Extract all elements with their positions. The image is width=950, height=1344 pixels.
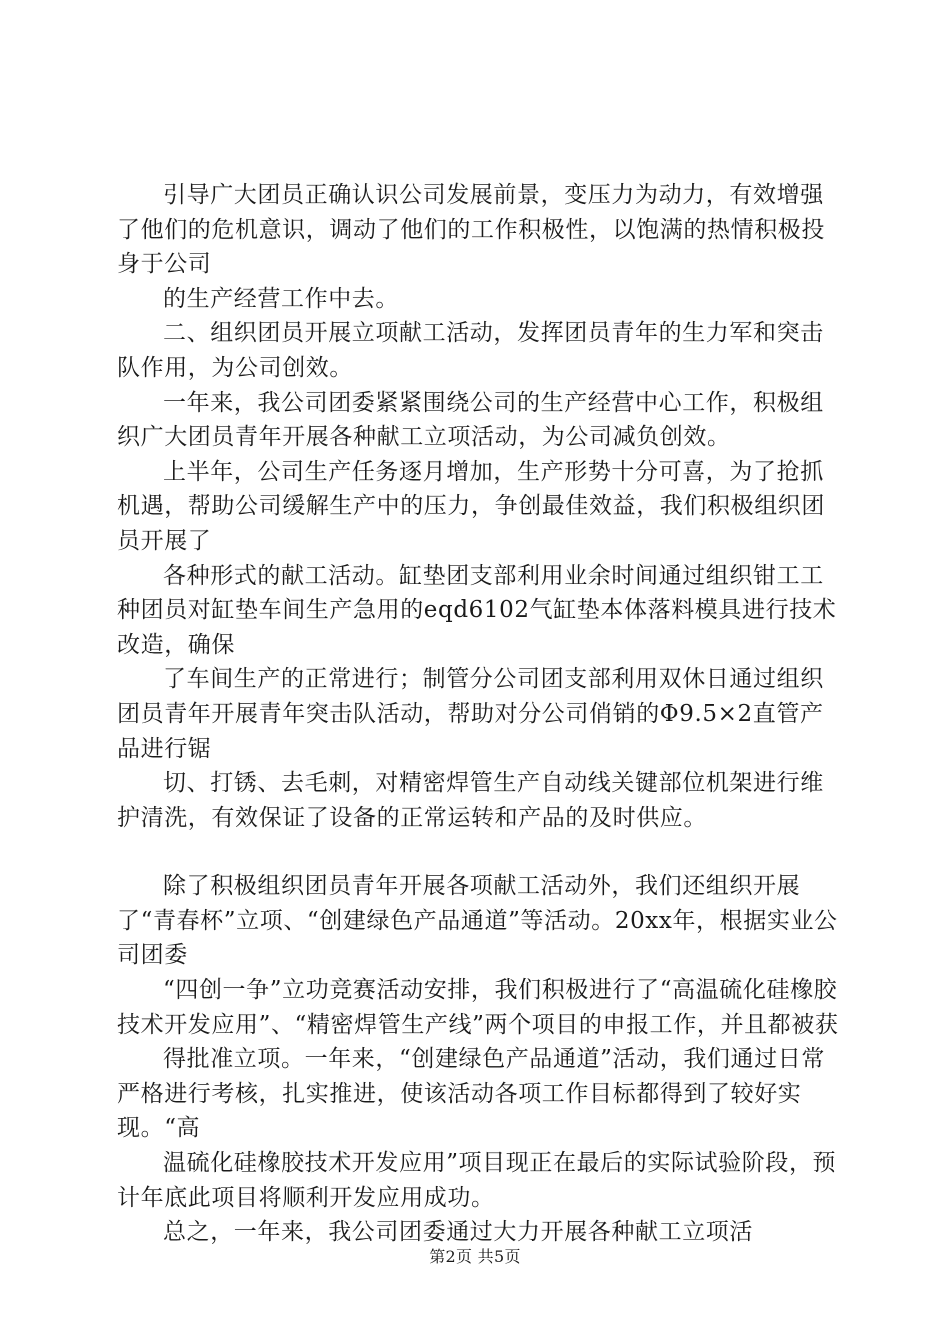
paragraph: 总之，一年来，我公司团委通过大力开展各种献工立项活 — [163, 1219, 753, 1246]
paragraph: 得批准立项。一年来，“创建绿色产品通道”活动，我们通过日常严格进行考核，扎实推进，使该活动各项工作目标都得到了较好实现。“高 — [117, 1046, 825, 1142]
paragraph: 的生产经营工作中去。 — [163, 285, 399, 312]
paragraph: 温硫化硅橡胶技术开发应用”项目现正在最后的实际试验阶段，预计年底此项目将顺利开发应用成功。 — [117, 1150, 837, 1211]
page-footer: 第2页 共5页 — [429, 1247, 521, 1266]
paragraph: 引导广大团员正确认识公司发展前景，变压力为动力，有效增强了他们的危机意识，调动了他们的工作积极性，以饱满的热情积极投身于公司 — [117, 182, 825, 278]
paragraph: 了车间生产的正常进行；制管分公司团支部利用双休日通过组织团员青年开展青年突击队活动，帮助对分公司俏销的Φ9.5×2直管产品进行锯 — [117, 666, 824, 762]
paragraph: 一年来，我公司团委紧紧围绕公司的生产经营中心工作，积极组织广大团员青年开展各种献工立项活动，为公司减负创效。 — [117, 389, 824, 451]
paragraph: 上半年，公司生产任务逐月增加，生产形势十分可喜，为了抢抓机遇，帮助公司缓解生产中的压力，争创最佳效益，我们积极组织团员开展了 — [117, 458, 825, 554]
document-body — [117, 178, 847, 1250]
paragraph: 切、打锈、去毛刺，对精密焊管生产自动线关键部位机架进行维护清洗，有效保证了设备的正常运转和产品的及时供应。 — [117, 770, 824, 831]
paragraph: “四创一争”立功竞赛活动安排，我们积极进行了“高温硫化硅橡胶技术开发应用”、“精密焊管生产线”两个项目的申报工作，并且都被获 — [117, 977, 839, 1038]
paragraph: 二、组织团员开展立项献工活动，发挥团员青年的生力军和突击队作用，为公司创效。 — [117, 320, 824, 381]
paragraph: 各种形式的献工活动。缸垫团支部利用业余时间通过组织钳工工种团员对缸垫车间生产急用的eqd6102气缸垫本体落料模具进行技术改造，确保 — [117, 562, 837, 658]
paragraph-gap — [117, 835, 847, 869]
paragraph: 除了积极组织团员青年开展各项献工活动外，我们还组织开展了“青春杯”立项、“创建绿色产品通道”等活动。20xx年，根据实业公司团委 — [117, 873, 838, 969]
